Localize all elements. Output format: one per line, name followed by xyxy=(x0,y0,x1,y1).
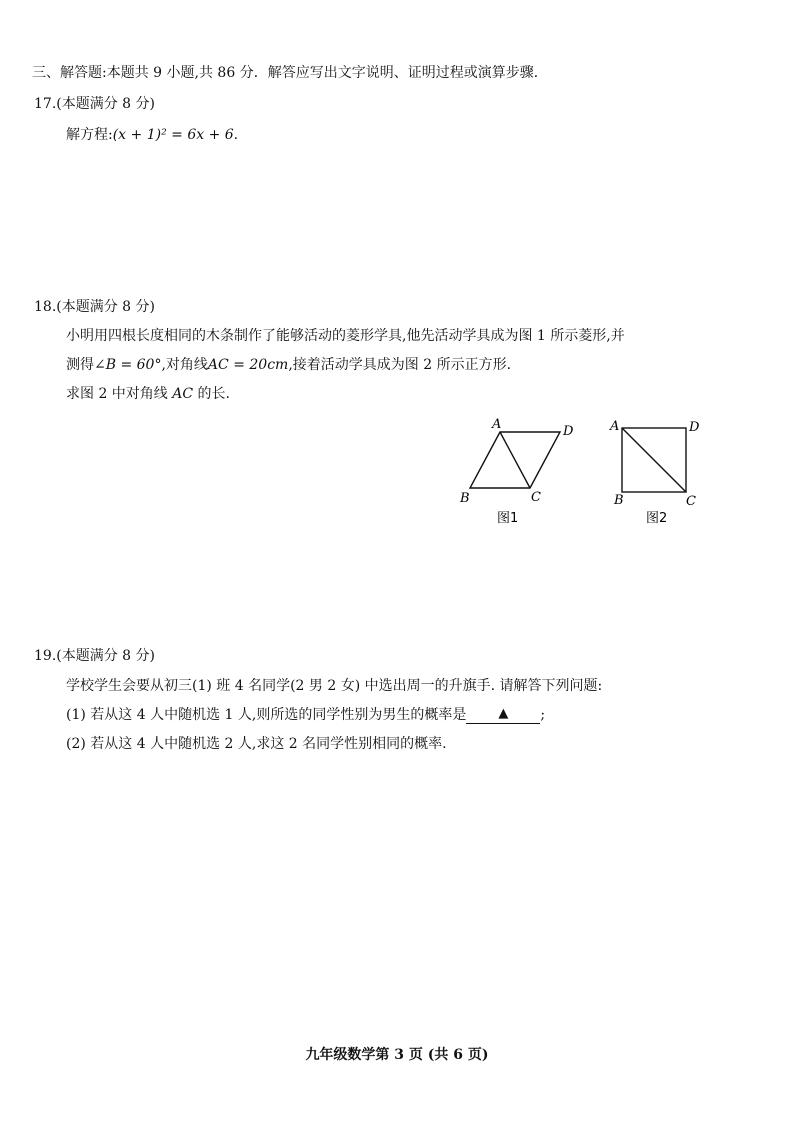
q18-line1: 小明用四根长度相同的木条制作了能够活动的菱形学具,他先活动学具成为图 1 所示菱形,并 xyxy=(66,328,625,344)
figure2-square xyxy=(600,410,720,530)
square-diagonal-ac xyxy=(622,428,686,492)
section-heading: 三、解答题:本题共 9 小题,共 86 分．解答应写出文字说明、证明过程或演算步骤． xyxy=(32,65,548,81)
q18-line3-a: 求图 2 中对角线 xyxy=(66,386,168,402)
q18-line2-c: ,接着活动学具成为图 2 所示正方形. xyxy=(288,357,512,373)
fig1-label-a: A xyxy=(492,417,502,432)
fig1-label-d: D xyxy=(563,424,574,439)
fig2-label-b: B xyxy=(614,493,624,508)
q19-intro: 学校学生会要从初三(1) 班 4 名同学(2 男 2 女) 中选出周一的升旗手. 请解答下列问题: xyxy=(66,678,603,694)
q19-part1 xyxy=(66,706,545,726)
q18-diagonal-length: AC = 20cm xyxy=(207,357,289,373)
figure1-rhombus xyxy=(450,410,590,530)
q18-number: 18. xyxy=(34,299,57,315)
rhombus-diagonal-ac xyxy=(500,432,530,488)
q18-points: (本题满分 8 分) xyxy=(56,299,155,315)
page-footer: 九年级数学第 3 页 (共 6 页) xyxy=(305,1047,489,1063)
q19-part1-end: ; xyxy=(540,707,546,723)
fig1-caption: 图1 xyxy=(497,511,519,526)
q18-line3 xyxy=(66,385,230,403)
q17-points: (本题满分 8 分) xyxy=(56,96,155,112)
triangle-icon: ▲ xyxy=(498,706,509,721)
q18-angle: ∠B = 60° xyxy=(94,357,162,373)
q18-line2 xyxy=(66,356,511,374)
q17-header xyxy=(34,95,155,113)
q17-number: 17. xyxy=(34,96,57,112)
q19-header xyxy=(34,647,155,665)
q19-part1-text: (1) 若从这 4 人中随机选 1 人,则所选的同学性别为男生的概率是 xyxy=(66,707,467,723)
fig2-caption: 图2 xyxy=(646,511,668,526)
q19-points: (本题满分 8 分) xyxy=(56,648,155,664)
fig1-label-c: C xyxy=(531,490,541,505)
fig1-label-b: B xyxy=(460,491,470,506)
q17-prompt: 解方程: xyxy=(66,127,113,143)
q19-part2: (2) 若从这 4 人中随机选 2 人,求这 2 名同学性别相同的概率. xyxy=(66,736,447,752)
fig2-label-c: C xyxy=(686,494,696,509)
q18-ac-label: AC xyxy=(172,386,194,402)
q17-equation: (x + 1)² = 6x + 6. xyxy=(112,127,239,143)
q17-body xyxy=(66,126,238,144)
q19-number: 19. xyxy=(34,648,57,664)
fig2-label-a: A xyxy=(610,419,620,434)
answer-blank[interactable] xyxy=(466,704,540,724)
q18-line2-b: ,对角线 xyxy=(161,357,208,373)
q18-header xyxy=(34,298,155,316)
fig2-label-d: D xyxy=(689,420,700,435)
q18-line2-a: 测得 xyxy=(66,357,94,373)
q18-line3-b: 的长. xyxy=(197,386,230,402)
